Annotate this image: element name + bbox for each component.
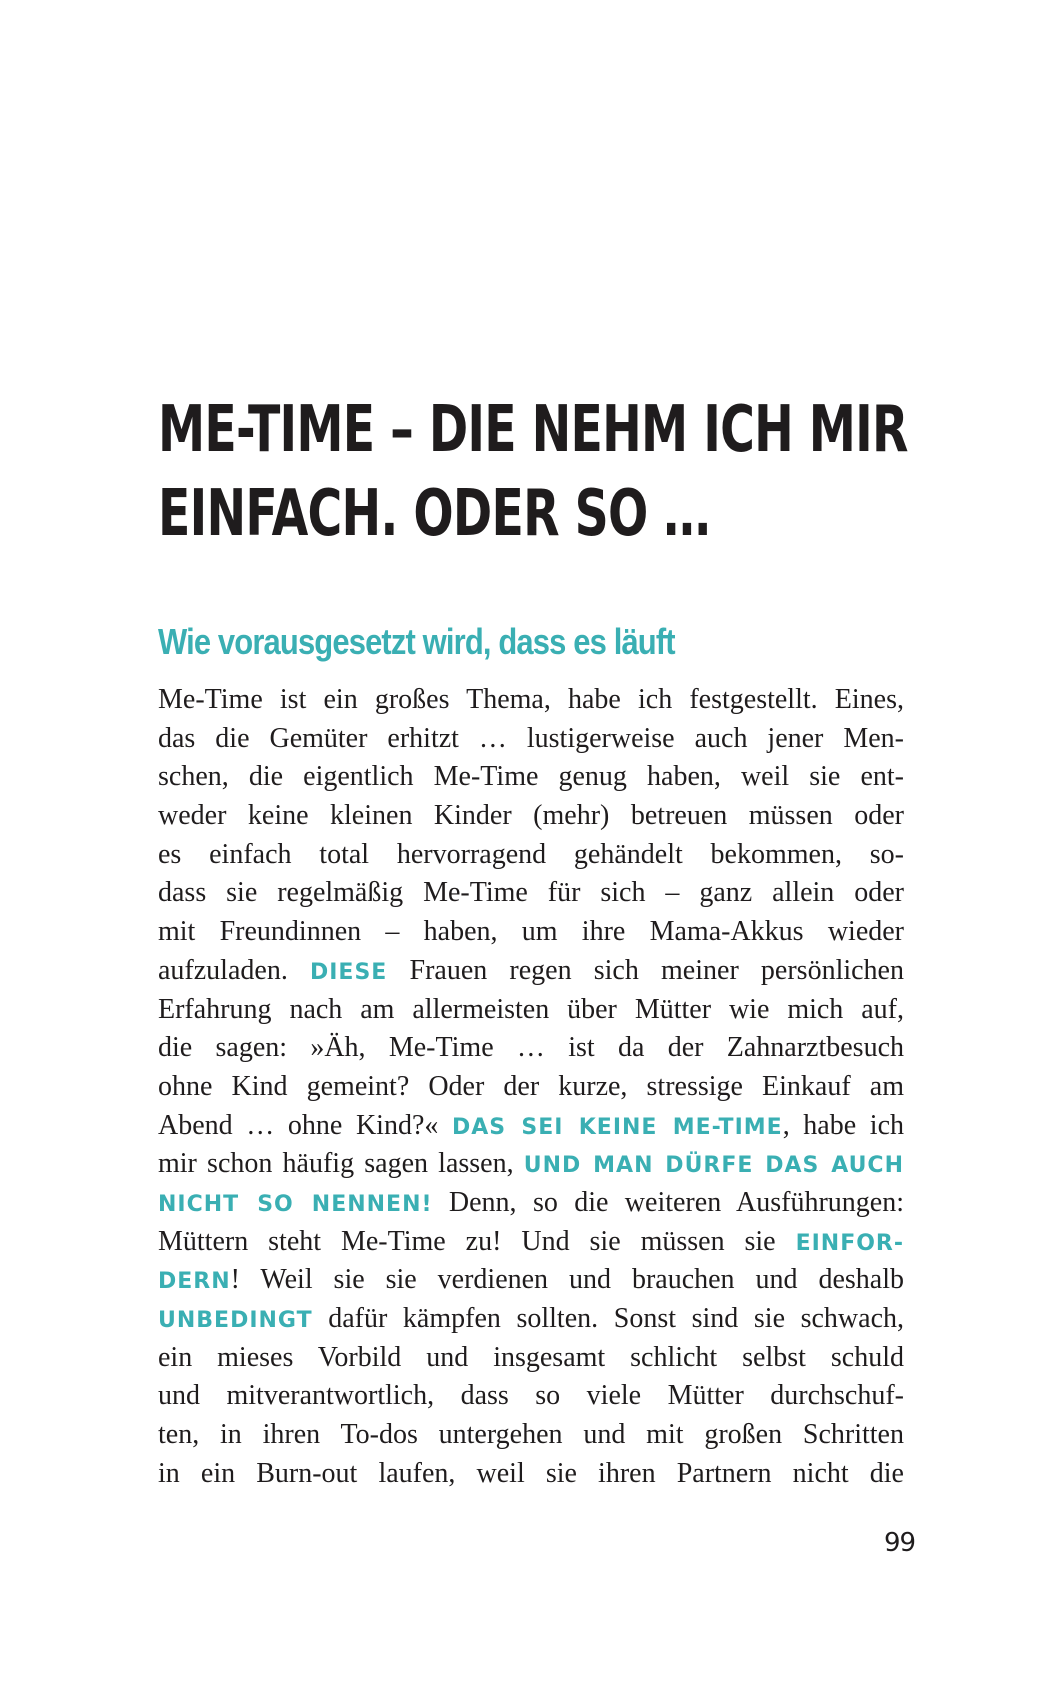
emphasis-text: EINFOR- xyxy=(795,1230,904,1256)
body-text-segment: schen, die eigentlich Me-Time genug haben, weil sie ent- xyxy=(158,761,904,793)
body-text-segment: Denn, so die weiteren Ausführungen: xyxy=(432,1186,904,1218)
emphasis-text: DAS SEI KEINE ME-TIME xyxy=(452,1114,783,1140)
body-line xyxy=(158,1261,904,1300)
body-text-segment: Erfahrung nach am allermeisten über Mütter wie mich auf, xyxy=(158,993,904,1025)
body-line xyxy=(158,1455,904,1494)
body-text-segment: in ein Burn-out laufen, weil sie ihren Partnern nicht die xyxy=(158,1457,904,1489)
chapter-title-line-1: ME-TIME – DIE NEHM ICH MIR xyxy=(158,393,908,467)
body-line xyxy=(158,874,904,913)
body-text-segment: dafür kämpfen sollten. Sonst sind sie schwach, xyxy=(312,1303,904,1334)
body-text-segment: die sagen: »Äh, Me-Time … ist da der Zahnarztbesuch xyxy=(158,1032,904,1064)
body-text-segment: Frauen regen sich meiner persönlichen xyxy=(387,954,904,986)
body-text-segment: mir schon häufig sagen lassen, xyxy=(158,1148,524,1180)
body-line xyxy=(158,836,904,875)
emphasis-text: UNBEDINGT xyxy=(158,1308,313,1333)
body-line xyxy=(158,1377,904,1416)
body-line xyxy=(158,952,904,991)
body-text-segment: weder keine kleinen Kinder (mehr) betreuen müssen oder xyxy=(158,800,904,832)
body-text-segment: ein mieses Vorbild und insgesamt schlicht selbst schuld xyxy=(158,1341,904,1373)
emphasis-text: UND MAN DÜRFE DAS AUCH xyxy=(523,1153,904,1179)
body-text-segment: aufzuladen. xyxy=(158,954,310,986)
body-text-segment: ! Weil sie sie verdienen und brauchen und deshalb xyxy=(230,1264,904,1296)
body-line xyxy=(158,1068,904,1107)
section-subheading: Wie vorausgesetzt wird, dass es läuft xyxy=(158,621,675,662)
body-line xyxy=(158,991,904,1030)
body-text-segment: ten, in ihren To-dos untergehen und mit großen Schritten xyxy=(158,1419,904,1451)
body-text-segment: Müttern steht Me-Time zu! Und sie müssen sie xyxy=(158,1225,796,1257)
emphasis-text: DERN xyxy=(158,1269,231,1295)
emphasis-text: NICHT SO NENNEN! xyxy=(158,1191,433,1217)
body-line xyxy=(158,1029,904,1068)
body-line xyxy=(158,913,904,952)
body-line xyxy=(158,797,904,836)
body-text-segment: mit Freundinnen – haben, um ihre Mama-Akkus wieder xyxy=(158,916,904,948)
body-line xyxy=(158,681,904,720)
body-line xyxy=(158,1184,904,1223)
emphasis-text: DIESE xyxy=(309,959,388,985)
body-text-segment: das die Gemüter erhitzt … lustigerweise auch jener Men- xyxy=(158,722,904,754)
body-line xyxy=(158,1145,904,1184)
chapter-title xyxy=(158,388,908,556)
body-text-segment: , habe ich xyxy=(782,1109,904,1141)
body-line xyxy=(158,1300,904,1339)
body-text-segment: und mitverantwortlich, dass so viele Mütter durchschuf- xyxy=(158,1380,904,1412)
body-text-segment: dass sie regelmäßig Me-Time für sich – ganz allein oder xyxy=(158,877,904,909)
body-text-segment: es einfach total hervorragend gehändelt bekommen, so- xyxy=(158,838,904,870)
body-line xyxy=(158,758,904,797)
page-number: 99 xyxy=(884,1528,916,1558)
chapter-title-line-2: EINFACH. ODER SO … xyxy=(158,477,710,551)
body-line xyxy=(158,1339,904,1378)
body-text-segment: Abend … ohne Kind?« xyxy=(158,1109,452,1141)
body-line xyxy=(158,1416,904,1455)
body-line xyxy=(158,720,904,759)
body-line xyxy=(158,1223,904,1262)
body-text-segment: ohne Kind gemeint? Oder der kurze, stressige Einkauf am xyxy=(158,1070,904,1102)
body-line xyxy=(158,1107,904,1146)
body-text-segment: Me-Time ist ein großes Thema, habe ich festgestellt. Eines, xyxy=(158,684,904,715)
body-paragraph xyxy=(158,681,904,1493)
